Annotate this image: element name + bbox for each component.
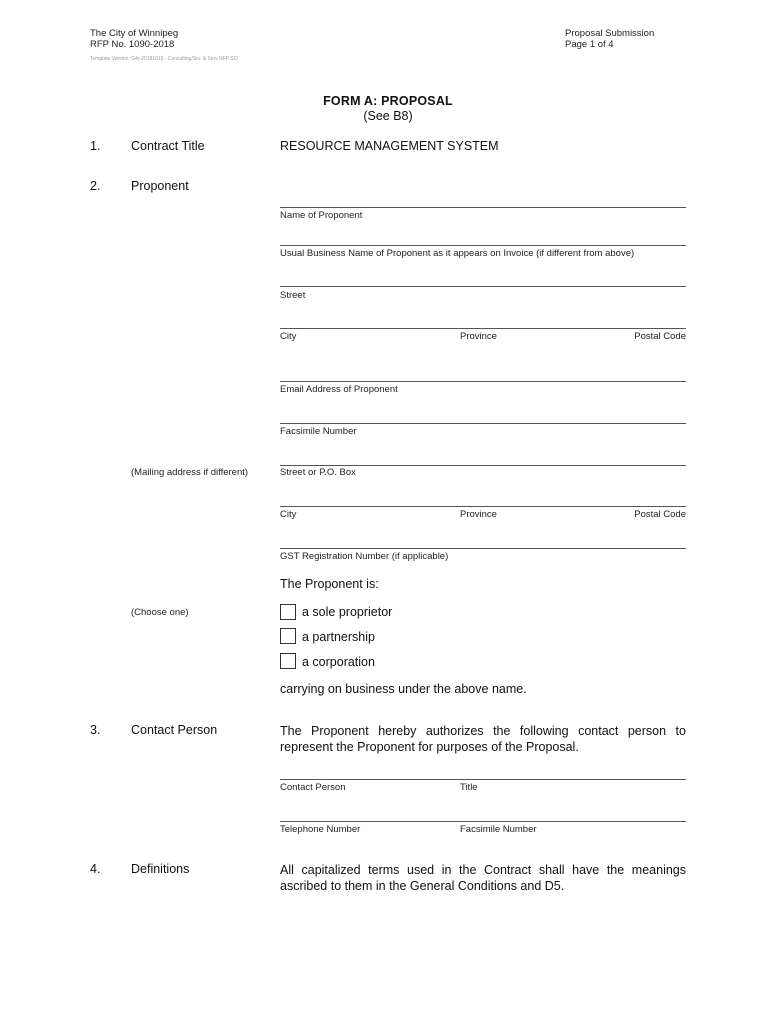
template-version-note: Template Version: G4r-20181019 - Consulting/Srv. & Serv RFP SO — [90, 56, 238, 62]
contact-title-caption: Title — [460, 782, 478, 793]
postal-code-caption: Postal Code — [634, 331, 686, 342]
section-2-number: 2. — [90, 179, 101, 193]
header-org: The City of Winnipeg — [90, 28, 179, 39]
section-1-label: Contract Title — [131, 139, 205, 153]
contact-authorization-text: The Proponent hereby authorizes the following contact person to represent the Proponent for purposes of the Proposal. — [280, 724, 686, 754]
email-caption: Email Address of Proponent — [280, 384, 398, 395]
contract-title-value: RESOURCE MANAGEMENT SYSTEM — [280, 139, 499, 153]
telephone-caption: Telephone Number — [280, 824, 361, 835]
section-3-number: 3. — [90, 723, 101, 737]
partnership-label: a partnership — [302, 630, 375, 644]
facsimile-caption: Facsimile Number — [280, 426, 357, 437]
facsimile-field[interactable] — [280, 423, 686, 424]
corporation-label: a corporation — [302, 655, 375, 669]
street-po-box-caption: Street or P.O. Box — [280, 467, 356, 478]
mailing-city-caption: City — [280, 509, 297, 520]
form-title: FORM A: PROPOSAL — [323, 94, 453, 108]
usual-business-name-field[interactable] — [280, 245, 686, 246]
mailing-address-note: (Mailing address if different) — [131, 467, 249, 478]
province-caption: Province — [460, 331, 497, 342]
street-field[interactable] — [280, 286, 686, 287]
name-of-proponent-caption: Name of Proponent — [280, 210, 363, 221]
mailing-province-caption: Province — [460, 509, 497, 520]
city-caption: City — [280, 331, 297, 342]
usual-business-name-caption: Usual Business Name of Proponent as it appears on Invoice (if different from above) — [280, 248, 635, 259]
gst-number-field[interactable] — [280, 548, 686, 549]
sole-proprietor-label: a sole proprietor — [302, 605, 393, 619]
header-rfp-number: RFP No. 1090-2018 — [90, 39, 175, 50]
mailing-postal-code-caption: Postal Code — [634, 509, 686, 520]
choose-one-note: (Choose one) — [131, 607, 189, 618]
contact-phone-fax-field[interactable] — [280, 821, 686, 822]
carrying-on-business-text: carrying on business under the above name. — [280, 682, 527, 696]
name-of-proponent-field[interactable] — [280, 207, 686, 208]
gst-caption: GST Registration Number (if applicable) — [280, 551, 449, 562]
proponent-is-label: The Proponent is: — [280, 577, 379, 591]
city-province-postal-field[interactable] — [280, 328, 686, 329]
partnership-checkbox[interactable] — [280, 628, 296, 644]
street-caption: Street — [280, 290, 306, 301]
contact-person-caption: Contact Person — [280, 782, 346, 793]
street-po-box-field[interactable] — [280, 465, 686, 466]
header-page-number: Page 1 of 4 — [565, 39, 614, 50]
section-4-number: 4. — [90, 862, 101, 876]
section-1-number: 1. — [90, 139, 101, 153]
mailing-city-province-postal-field[interactable] — [280, 506, 686, 507]
sole-proprietor-checkbox[interactable] — [280, 604, 296, 620]
contact-person-title-field[interactable] — [280, 779, 686, 780]
section-2-label: Proponent — [131, 179, 189, 193]
header-submission: Proposal Submission — [565, 28, 655, 39]
form-subtitle: (See B8) — [363, 109, 413, 123]
email-field[interactable] — [280, 381, 686, 382]
corporation-checkbox[interactable] — [280, 653, 296, 669]
definitions-text: All capitalized terms used in the Contract shall have the meanings ascribed to them in the General Conditions and D5. — [280, 863, 686, 893]
contact-facsimile-caption: Facsimile Number — [460, 824, 537, 835]
section-3-label: Contact Person — [131, 723, 218, 737]
section-4-label: Definitions — [131, 862, 190, 876]
